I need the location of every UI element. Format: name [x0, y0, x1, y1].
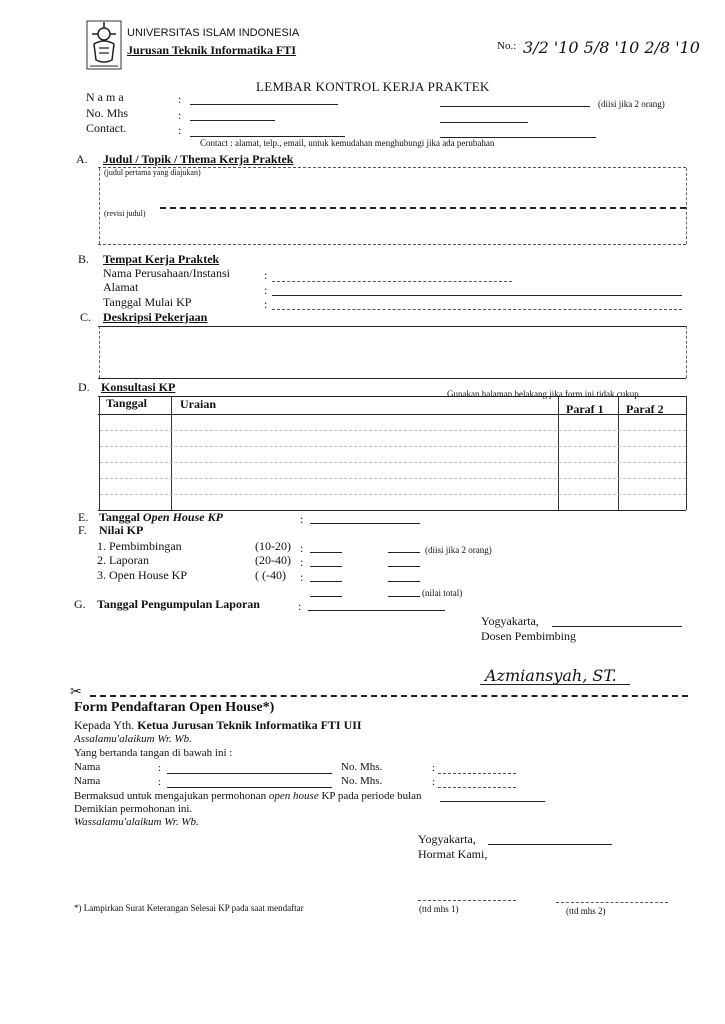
- openhouse-date-field[interactable]: [310, 523, 420, 524]
- grade-field-3b[interactable]: [388, 581, 420, 582]
- grade-field-1b[interactable]: [388, 552, 420, 553]
- openhouse-closing1: Demikian permohonan ini.: [74, 803, 193, 815]
- university-logo: [86, 20, 122, 70]
- section-b-title: Tempat Kerja Praktek: [103, 252, 220, 266]
- section-e-title-italic: Open House KP: [142, 510, 223, 524]
- openhouse-request-prefix: Bermaksud untuk mengajukan permohonan: [74, 790, 269, 802]
- openhouse-nomhs1-field[interactable]: [438, 773, 516, 774]
- col-tanggal: Tanggal: [106, 396, 147, 410]
- company-colon: :: [264, 268, 268, 282]
- signature-place: Yogyakarta,: [481, 614, 539, 628]
- openhouse-period-field[interactable]: [440, 801, 545, 802]
- section-a-left-border: [99, 168, 100, 244]
- grade-item-label: 3. Open House KP: [97, 568, 187, 582]
- openhouse-sign2-line[interactable]: [556, 902, 668, 903]
- report-date-colon: :: [298, 599, 302, 613]
- section-a-letter: A.: [76, 152, 88, 166]
- grade-item-range: (10-20): [255, 539, 291, 553]
- openhouse-nama2-field[interactable]: [167, 787, 332, 788]
- openhouse-place: Yogyakarta,: [418, 832, 476, 846]
- col-uraian: Uraian: [180, 397, 216, 411]
- first-title-note: (judul pertama yang diajukan): [104, 168, 201, 177]
- section-c-left-border: [99, 326, 100, 378]
- grade-item-colon: :: [300, 555, 304, 569]
- consult-col-line-3: [558, 396, 559, 510]
- section-c-right-border: [686, 326, 687, 378]
- grade-total-field-b[interactable]: [388, 596, 420, 597]
- consult-header-underline: [98, 414, 686, 415]
- openhouse-sign1-label: (ttd mhs 1): [419, 904, 459, 914]
- contact-label: Contact.: [86, 121, 127, 135]
- university-name: UNIVERSITAS ISLAM INDONESIA: [127, 27, 300, 39]
- openhouse-request-suffix: KP pada periode bulan: [318, 790, 422, 802]
- openhouse-signed-below: Yang bertanda tangan di bawah ini :: [74, 747, 233, 759]
- openhouse-nama1-label: Nama: [74, 761, 101, 773]
- address-field[interactable]: [272, 295, 682, 296]
- section-a-bottom-border: [98, 244, 686, 245]
- openhouse-date-colon: :: [300, 512, 304, 526]
- openhouse-date-line[interactable]: [488, 844, 612, 845]
- section-f-letter: F.: [78, 523, 87, 537]
- nama-label: Nama: [86, 90, 127, 104]
- grade-item-range: (20-40): [255, 553, 291, 567]
- openhouse-nomhs1-label: No. Mhs.: [341, 761, 383, 773]
- start-date-field[interactable]: [272, 309, 682, 310]
- openhouse-request: [74, 790, 422, 802]
- address-label: Alamat: [103, 280, 139, 294]
- contact-note: Contact : alamat, telp., email, untuk kemudahan menghubungi jika ada perubahan: [200, 138, 495, 148]
- grade-total-note: (nilai total): [422, 588, 463, 598]
- openhouse-greeting: Assalamu'alaikum Wr. Wb.: [74, 733, 192, 745]
- nomhs-field[interactable]: [190, 120, 275, 121]
- openhouse-recipient: [74, 718, 362, 733]
- openhouse-recipient-prefix: Kepada Yth.: [74, 718, 138, 732]
- grade-item-colon: :: [300, 541, 304, 555]
- company-label: Nama Perusahaan/Instansi: [103, 266, 230, 280]
- col-paraf2: Paraf 2: [626, 402, 664, 416]
- cut-line: [90, 695, 688, 697]
- contact-field[interactable]: [190, 136, 345, 137]
- grade-field-1[interactable]: [310, 552, 342, 553]
- form-number-handwritten: 3/2 '10 5/8 '10 2/8 '10: [523, 38, 700, 57]
- consult-row[interactable]: [100, 478, 686, 479]
- section-a-right-border: [686, 168, 687, 244]
- grade-item-label: 1. Pembimbingan: [97, 539, 182, 553]
- nomhs-colon: :: [178, 108, 182, 122]
- openhouse-regards: Hormat Kami,: [418, 847, 488, 861]
- grade-field-2b[interactable]: [388, 566, 420, 567]
- section-c-title: Deskripsi Pekerjaan: [103, 310, 208, 324]
- address-colon: :: [264, 283, 268, 297]
- contact-colon: :: [178, 123, 182, 137]
- section-d-title: Konsultasi KP: [101, 380, 176, 394]
- nama-field[interactable]: [190, 104, 338, 105]
- section-d-letter: D.: [78, 380, 90, 394]
- openhouse-closing2: Wassalamu'alaikum Wr. Wb.: [74, 816, 199, 828]
- advisor-signature-line: [480, 684, 630, 685]
- section-b-letter: B.: [78, 252, 90, 266]
- scissors-icon: ✂: [70, 684, 82, 700]
- start-date-label: Tanggal Mulai KP: [103, 295, 192, 309]
- section-c-top-border: [98, 326, 686, 327]
- nomhs-field-2[interactable]: [440, 122, 528, 123]
- section-f-title: Nilai KP: [99, 523, 144, 537]
- openhouse-nama2-colon: :: [158, 776, 162, 788]
- revision-note: (revisi judul): [104, 209, 146, 218]
- openhouse-nomhs2-field[interactable]: [438, 787, 516, 788]
- section-g-letter: G.: [74, 597, 86, 611]
- consult-row[interactable]: [100, 430, 686, 431]
- signature-date-field[interactable]: [552, 626, 682, 627]
- section-a-title: Judul / Topik / Thema Kerja Praktek: [103, 152, 294, 166]
- grade-field-2[interactable]: [310, 566, 342, 567]
- openhouse-nama1-field[interactable]: [167, 773, 332, 774]
- start-date-colon: :: [264, 297, 268, 311]
- grade-field-3[interactable]: [310, 581, 342, 582]
- nama-two-people-note: (diisi jika 2 orang): [598, 99, 665, 109]
- consult-col-line-2: [171, 396, 172, 510]
- consult-row[interactable]: [100, 446, 686, 447]
- section-c-bottom-border: [98, 378, 686, 379]
- openhouse-nama2-label: Nama: [74, 775, 101, 787]
- openhouse-recipient-name: Ketua Jurusan Teknik Informatika FTI UII: [137, 718, 362, 732]
- back-page-note: Gunakan halaman belakang jika form ini tidak cukup: [447, 389, 639, 399]
- consult-row[interactable]: [100, 462, 686, 463]
- section-g-title: Tanggal Pengumpulan Laporan: [97, 597, 260, 611]
- consult-col-line-5: [686, 396, 687, 510]
- openhouse-nomhs2-label: No. Mhs.: [341, 775, 383, 787]
- grade-two-people-note: (diisi jika 2 orang): [425, 545, 492, 555]
- openhouse-nomhs1-colon: :: [432, 762, 436, 774]
- grade-item-range: ( (-40): [255, 568, 286, 582]
- signature-role: Dosen Pembimbing: [481, 629, 576, 643]
- grade-item-label: 2. Laporan: [97, 553, 149, 567]
- openhouse-request-italic: open house: [268, 790, 319, 802]
- form-title: LEMBAR KONTROL KERJA PRAKTEK: [256, 79, 490, 94]
- openhouse-sign1-line[interactable]: [418, 900, 516, 901]
- grade-total-field[interactable]: [310, 596, 342, 597]
- nomhs-label: No. Mhs: [86, 106, 129, 120]
- consult-col-line-4: [618, 396, 619, 510]
- section-e-title-prefix: Tanggal: [99, 510, 143, 524]
- form-number-label: No.:: [497, 40, 517, 52]
- section-c-letter: C.: [80, 310, 92, 324]
- grade-item-colon: :: [300, 570, 304, 584]
- openhouse-nama1-colon: :: [158, 762, 162, 774]
- company-field[interactable]: [272, 281, 512, 282]
- openhouse-footnote: *) Lampirkan Surat Keterangan Selesai KP pada saat mendaftar: [74, 903, 304, 913]
- nama-field-2[interactable]: [440, 106, 590, 107]
- consult-row[interactable]: [100, 494, 686, 495]
- section-a-divider: [160, 207, 686, 209]
- section-e-letter: E.: [78, 510, 89, 524]
- advisor-handwritten-name: Azmiansyah, ST.: [485, 666, 617, 685]
- openhouse-nomhs2-colon: :: [432, 776, 436, 788]
- openhouse-sign2-label: (ttd mhs 2): [566, 906, 606, 916]
- nama-colon: :: [178, 92, 182, 106]
- consult-col-line-1: [99, 396, 100, 510]
- openhouse-form-title: Form Pendaftaran Open House*): [74, 700, 275, 715]
- col-paraf1: Paraf 1: [566, 402, 604, 416]
- department-name: Jurusan Teknik Informatika FTI: [127, 43, 297, 57]
- report-date-field[interactable]: [308, 610, 445, 611]
